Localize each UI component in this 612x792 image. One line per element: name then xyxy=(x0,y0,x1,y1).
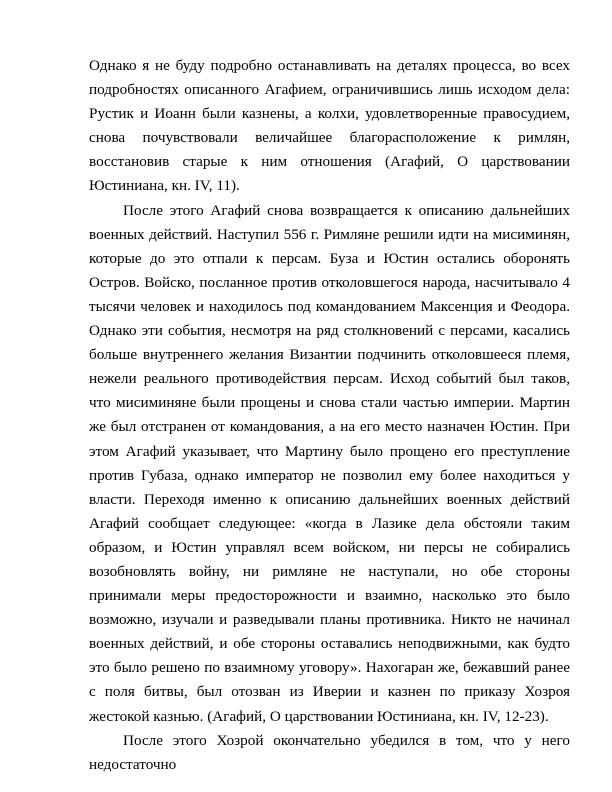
paragraph-1: Однако я не буду подробно останавливать на деталях процесса, во всех подробностях описанного Агафием, ограничившись лишь исходом дела: Рустик и Иоанн были казнены, а колхи, удовлетворенные правосудием, снова почувствовали величайшее благорасположение к римлян, восстановив старые к ним отношения (Агафий, О царствовании Юстиниана, кн. IV, 11). xyxy=(89,57,570,195)
paragraph-3: После этого Хозрой окончательно убедился в том, что у него недостаточно xyxy=(89,731,570,773)
body-text xyxy=(89,54,570,773)
paragraph-2: После этого Агафий снова возвращается к описанию дальнейших военных действий. Наступил 556 г. Римляне решили идти на мисиминян, которые до это отпали к персам. Буза и Юстин остались оборонять Остров. Войско, посланное против отколовшегося народа, насчитывало 4 тысячи человек и находилось под командованием Максенция и Феодора. Однако эти события, несмотря на ряд столкновений с персами, касались больше внутреннего желания Византии подчинить отколовшееся племя, нежели реального противодействия персам. Исход событий был таков, что мисиминяне были прощены и снова стали частью империи. Мартин же был отстранен от командования, а на его место назначен Юстин. При этом Агафий указывает, что Мартину было прощено его преступление против Губаза, однако император не позволил ему более находиться у власти. Переходя именно к описанию дальнейших военных действий Агафий сообщает следующее: «когда в Лазике дела обстояли таким образом, и Юстин управлял всем войском, ни персы не собирались возобновлять войну, ни римляне не наступали, но обе стороны принимали меры предосторожности и взаимно, насколько это было возможно, изучали и разведывали планы противника. Никто не начинал военных действий, и обе стороны оставались неподвижными, как будто это было решено по взаимному уговору». Нахогаран же, бежавший ранее с поля битвы, был отозван из Иверии и казнен по приказу Хозроя жестокой казнью. (Агафий, О царствовании Юстиниана, кн. IV, 12-23). xyxy=(89,201,570,725)
